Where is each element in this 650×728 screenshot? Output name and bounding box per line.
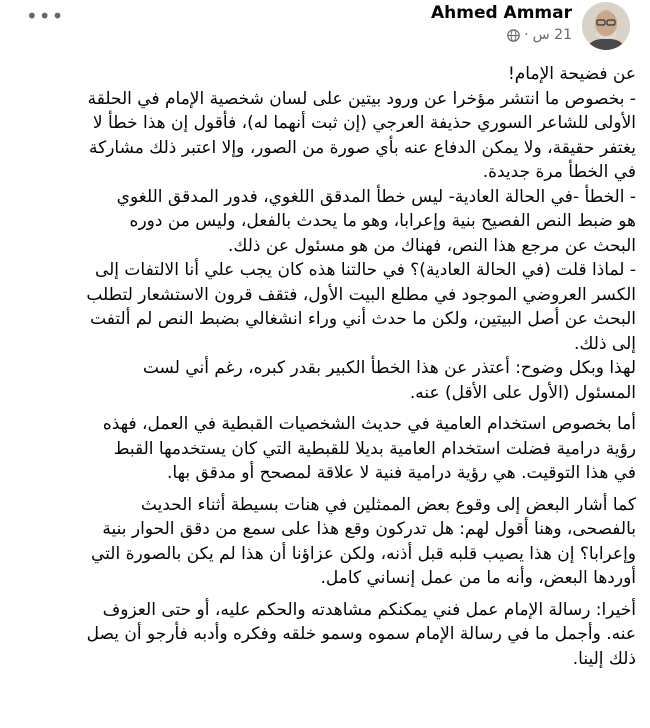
text-line: بالفصحى، وهنا أقول لهم: هل تدركون وقع هذا على سمع من دقق الحوار بنية — [102, 519, 636, 539]
text-line: ذلك إلينا. — [572, 648, 636, 669]
meta-separator: · — [524, 27, 529, 43]
text-line: الكسر العروضي الموجود في مطلع البيت الأول، فتقف قرون الاستشعار لتطلب — [86, 284, 636, 305]
post-time[interactable]: 21 س — [532, 27, 572, 43]
text-line: كما أشار البعض إلى وقوع بعض الممثلين في هنات بسيطة أثناء الحديث — [140, 494, 636, 515]
text-line: إلى ذلك. — [574, 333, 636, 354]
post-paragraph — [14, 412, 636, 486]
text-line: لهذا وبكل وضوح: أعتذر عن هذا الخطأ الكبير بقدر كبره، رغم أني لست — [142, 358, 636, 378]
more-options-icon[interactable]: ••• — [26, 4, 65, 28]
text-line: في الخطأ مرة جديدة. — [482, 162, 636, 182]
text-line: هو ضبط النص الفصيح بنية وإعرابا، وهو ما يحدث بالفعل، وليس من دوره — [129, 211, 636, 231]
text-line: رؤية درامية فضلت استخدام العامية بديلا للقبطية التي كان يستخدمها القبط — [113, 438, 636, 459]
post-paragraph — [14, 598, 636, 672]
post-meta — [507, 26, 572, 44]
text-line: البحث عن أصل البيتين، ولكن ما حدث أني وراء انشغالي بضبط النص لم ألتفت — [90, 309, 636, 329]
globe-icon[interactable] — [507, 29, 520, 42]
text-line: الأولى للشاعر السوري حذيفة العرجي (إن ثبت أنهما له)، فأقول إن هذا خطأ لا — [92, 113, 636, 133]
text-line: وإعرابا؟ إن هذا يصيب قلبه قبل أذنه، ولكن عزاؤنا أن هذا لم يكن بالصورة التي — [90, 543, 636, 564]
text-line: البحث عن مرجع هذا النص، فهناك من هو مسئول عن ذلك. — [228, 235, 636, 256]
text-line: - الخطأ -في الحالة العادية- ليس خطأ المدقق اللغوي، فدور المدقق اللغوي — [116, 186, 636, 207]
post-paragraph — [14, 62, 636, 405]
author-name[interactable]: Ahmed Ammar — [430, 3, 572, 23]
text-line: في هذا التوقيت. هي رؤية درامية فنية لا علاقة لمصحح أو مدقق بها. — [166, 463, 636, 483]
post-body — [14, 62, 636, 678]
post-paragraph — [14, 493, 636, 591]
text-line: أما بخصوص استخدام العامية في حديث الشخصيات القبطية في العمل، فهذه — [102, 414, 636, 434]
text-line: يغتفر حقيقة، ولا يمكن الدفاع عنه بأي صورة من الصور، وإلا اعتبر ذلك مشاركة — [89, 137, 636, 158]
text-line: أخيرا: رسالة الإمام عمل فني يمكنكم مشاهدته والحكم عليه، أو حتى العزوف — [102, 599, 636, 620]
text-line: أوردها البعض، وأنه ما من عمل إنساني كامل. — [320, 568, 636, 588]
text-line: - لماذا قلت (في الحالة العادية)؟ في حالتنا هذه كان يجب علي أنا الالتفات إلى — [94, 260, 636, 280]
avatar[interactable] — [582, 2, 630, 50]
text-line: عن فضيحة الإمام! — [507, 64, 636, 84]
text-line: - بخصوص ما انتشر مؤخرا عن ورود بيتين على لسان شخصية الإمام في الحلقة — [87, 88, 636, 109]
text-line: المسئول (الأول على الأقل) عنه. — [409, 382, 636, 403]
post-header — [0, 0, 650, 70]
text-line: عنه. وأجمل ما في رسالة الإمام سموه وسمو خلقه وفكره وأدبه فأرجو أن يصل — [86, 624, 636, 644]
